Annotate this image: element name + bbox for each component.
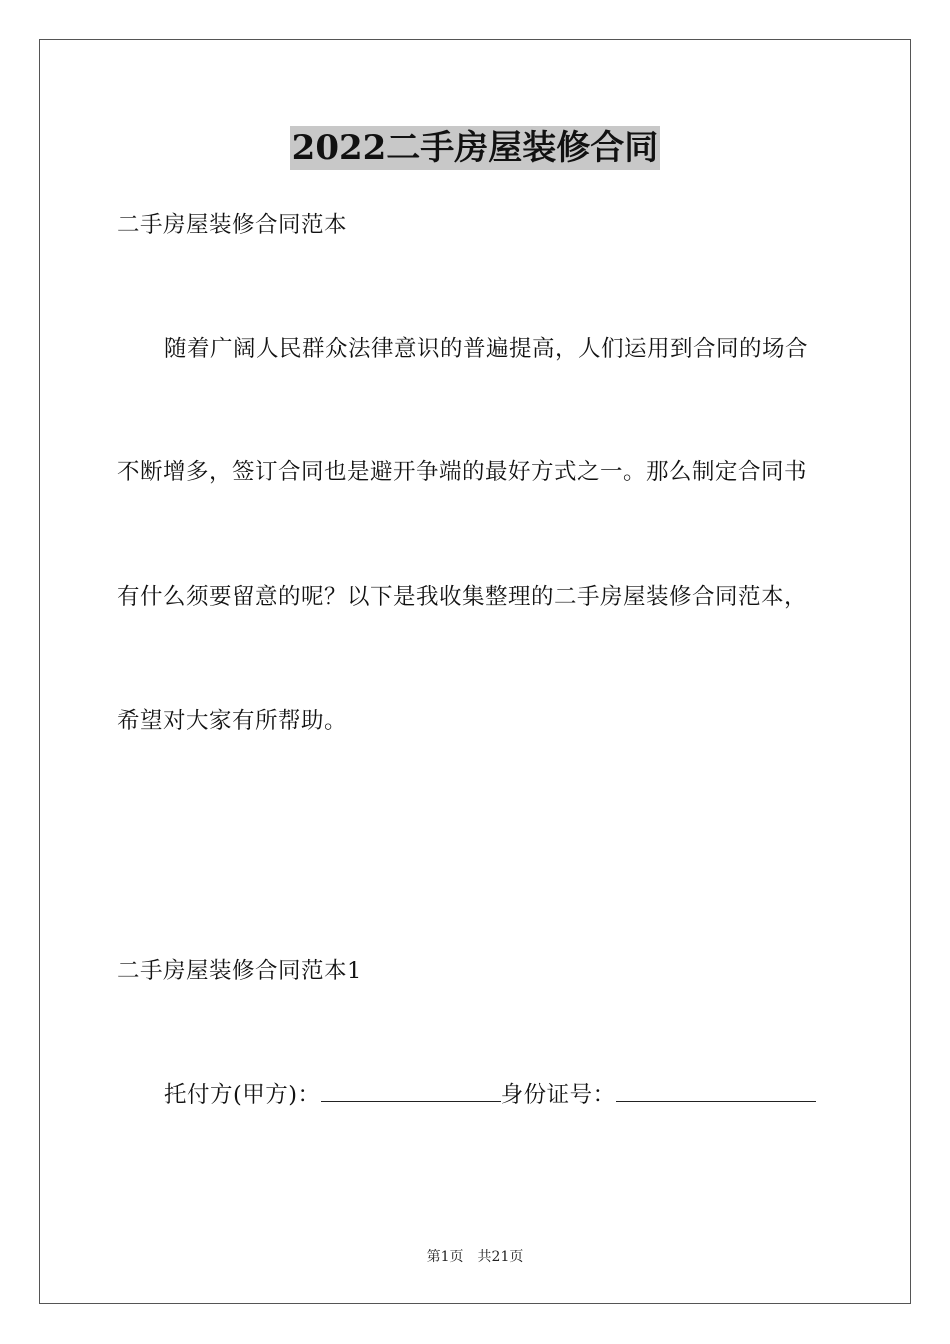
party-a-label: 托付方(甲方)：: [164, 1082, 321, 1108]
section-heading: 二手房屋装修合同范本1: [117, 958, 362, 984]
intro-line-4: 希望对大家有所帮助。: [117, 708, 348, 734]
page-footer: [0, 1247, 950, 1267]
intro-line-1: 随着广阔人民群众法律意识的普遍提高，人们运用到合同的场合: [164, 336, 809, 362]
intro-line-2: 不断增多，签订合同也是避开争端的最好方式之一。那么制定合同书: [117, 459, 808, 485]
document-title-container: [0, 126, 950, 170]
page-number: 第1页: [426, 1249, 464, 1265]
intro-line-3: 有什么须要留意的呢？以下是我收集整理的二手房屋装修合同范本，: [117, 584, 808, 610]
id-number-blank[interactable]: [616, 1081, 816, 1102]
party-a-blank[interactable]: [321, 1081, 501, 1102]
page-total: 共21页: [477, 1249, 524, 1265]
subtitle: 二手房屋装修合同范本: [117, 212, 348, 238]
party-a-row: [164, 1080, 816, 1110]
document-title: 2022二手房屋装修合同: [291, 128, 659, 168]
id-number-label: 身份证号：: [500, 1082, 616, 1108]
